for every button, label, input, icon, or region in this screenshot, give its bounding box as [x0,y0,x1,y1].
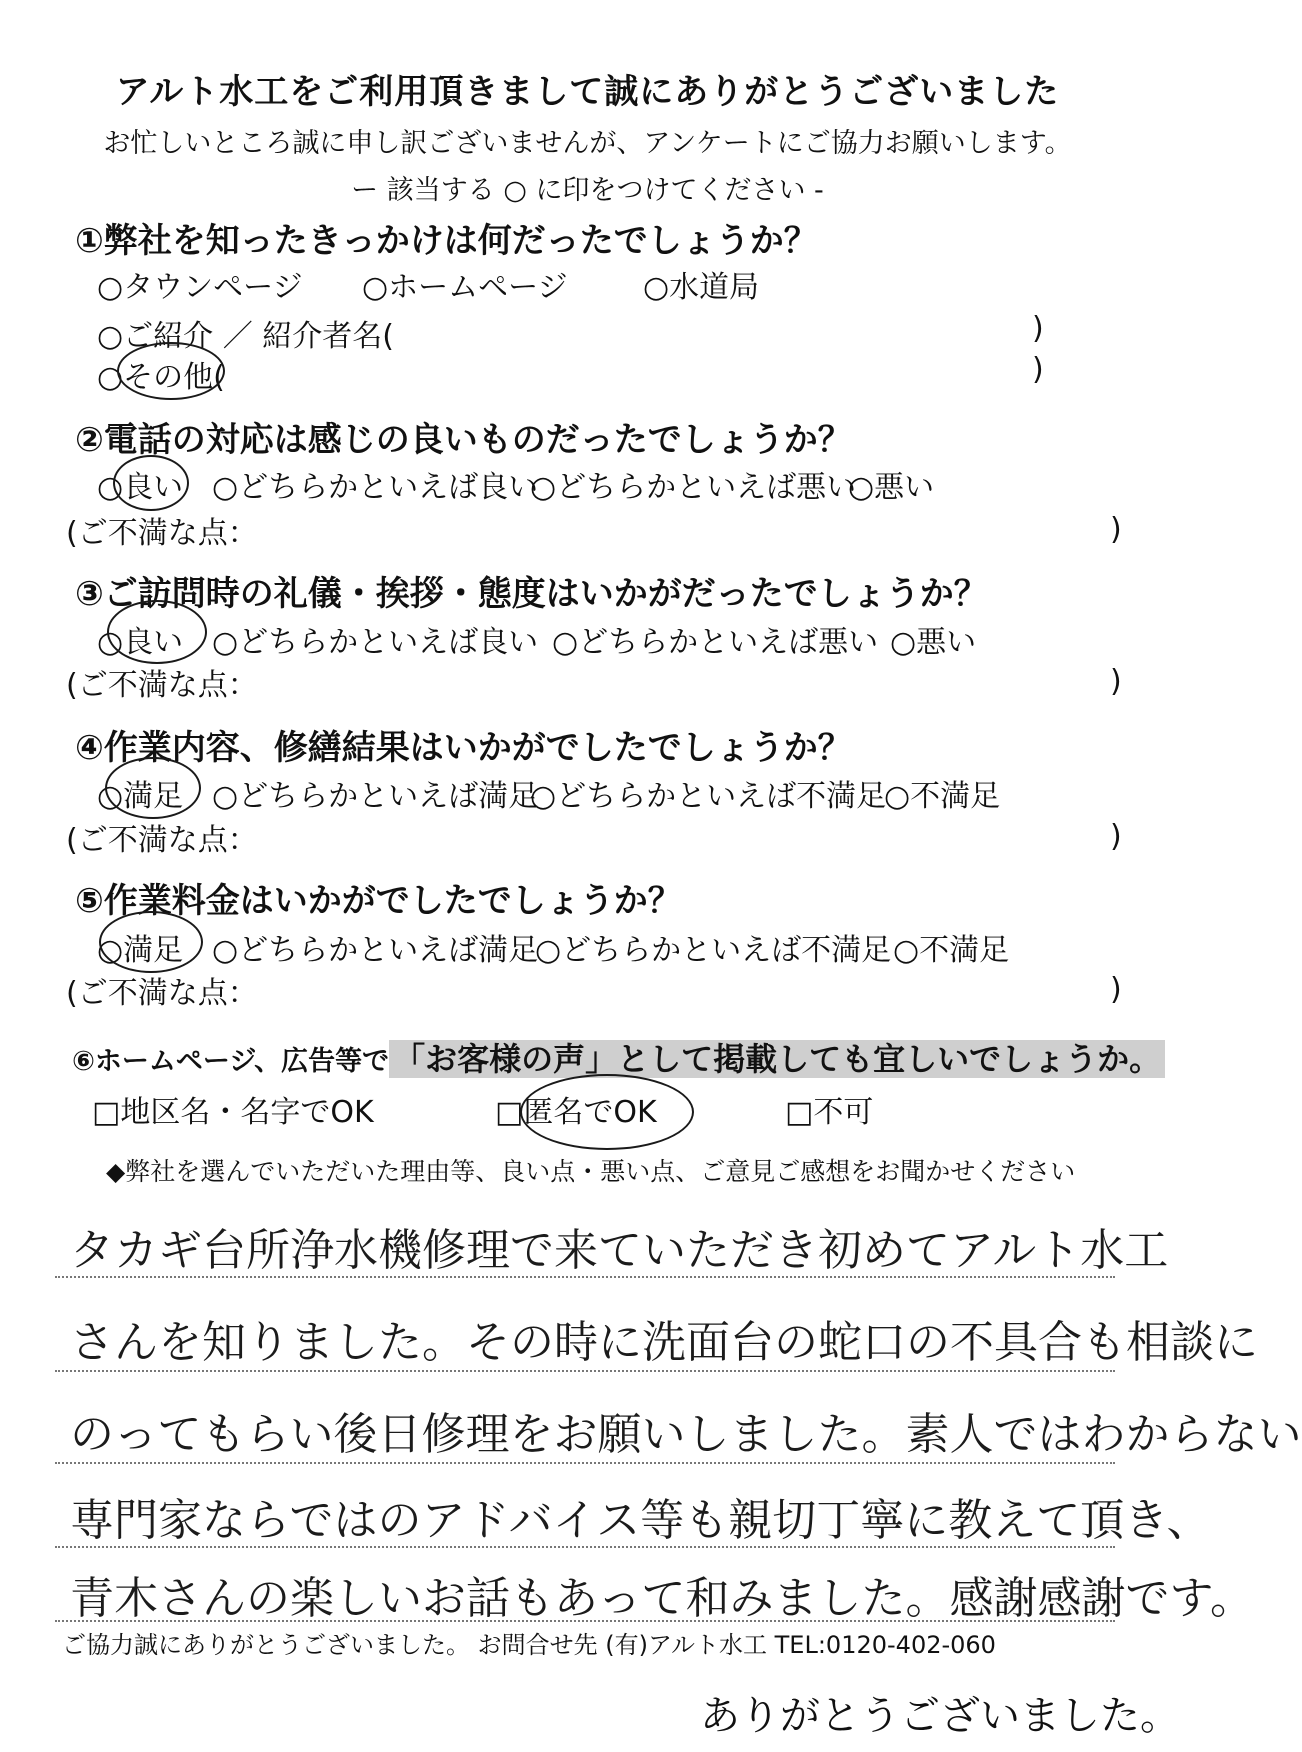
q1-referral-close: ) [1032,311,1044,346]
q4-option-rather-unsatisfied[interactable]: ○どちらかといえば不満足 [530,779,887,814]
q2-option-good[interactable]: ○良い [97,470,184,505]
q6-option-anonymous-ok[interactable]: □匿名でOK [495,1095,657,1130]
q6-question [72,1034,1165,1080]
footer-contact: ご協力誠にありがとうございました。 お問合せ先 (有)アルト水工 TEL:0120-402-060 [62,1631,996,1659]
q5-option-rather-unsatisfied[interactable]: ○どちらかといえば不満足 [535,933,892,968]
q5-option-satisfied[interactable]: ○満足 [97,933,184,968]
q2-complaint-close: ) [1110,512,1122,547]
q4-complaint-label: (ご不満な点： [66,823,258,858]
q2-complaint-label: (ご不満な点： [66,516,258,551]
survey-instruction: ー 該当する ○ に印をつけてください - [351,175,824,206]
handwritten-line: タカギ台所浄水機修理で来ていただき初めてアルト水工 [70,1225,1169,1276]
q6-option-name-ok[interactable]: □地区名・名字でOK [92,1095,374,1130]
q6-option-not-allowed[interactable]: □不可 [785,1095,874,1130]
q3-question: ③ご訪問時の礼儀・挨拶・態度はいかがだったでしょうか？ [75,574,988,614]
q1-question: ①弊社を知ったきっかけは何だったでしょうか？ [75,221,818,261]
q2-option-rather-good[interactable]: ○どちらかといえば良い [212,470,539,505]
handwritten-line: 専門家ならではのアドバイス等も親切丁寧に教えて頂き、 [70,1495,1211,1546]
q4-option-unsatisfied[interactable]: ○不満足 [884,779,1001,814]
q3-option-bad[interactable]: ○悪い [890,625,977,660]
q4-question: ④作業内容、修繕結果はいかがでしたでしょうか？ [75,728,852,768]
q6-prefix: ⑥ホームページ、広告等で [72,1046,390,1077]
handwritten-line: のってもらい後日修理をお願いしました。素人ではわからない [70,1409,1302,1460]
q5-complaint-close: ) [1110,972,1122,1007]
q3-option-good[interactable]: ○良い [97,625,184,660]
q1-option-homepage[interactable]: ○ホームページ [362,270,568,305]
comment-line [55,1462,1115,1464]
q1-option-townpage[interactable]: ○タウンページ [97,270,303,305]
q3-option-rather-good[interactable]: ○どちらかといえば良い [212,625,539,660]
q1-option-other[interactable]: ○その他( [97,360,225,395]
q5-question: ⑤作業料金はいかがでしたでしょうか？ [75,881,682,921]
survey-title: アルト水工をご利用頂きまして誠にありがとうございました [115,72,1060,112]
q3-complaint-label: (ご不満な点： [66,668,258,703]
q2-option-bad[interactable]: ○悪い [848,470,935,505]
handwritten-line: 青木さんの楽しいお話もあって和みました。感謝感謝です。 [70,1573,1255,1624]
q4-option-rather-satisfied[interactable]: ○どちらかといえば満足 [212,779,539,814]
q6-highlight: 「お客様の声」として掲載しても宜しいでしょうか。 [389,1040,1165,1078]
comment-line [55,1370,1115,1372]
comments-prompt: ◆弊社を選んでいただいた理由等、良い点・悪い点、ご意見ご感想をお聞かせください [106,1157,1076,1186]
q5-option-rather-satisfied[interactable]: ○どちらかといえば満足 [212,933,539,968]
q2-question: ②電話の対応は感じの良いものだったでしょうか？ [75,420,852,460]
q3-option-rather-bad[interactable]: ○どちらかといえば悪い [552,625,879,660]
q4-option-satisfied[interactable]: ○満足 [97,779,184,814]
survey-subtitle: お忙しいところ誠に申し訳ございませんが、アンケートにご協力お願いします。 [103,128,1072,159]
q5-complaint-label: (ご不満な点： [66,976,258,1011]
q1-other-close: ) [1032,352,1044,387]
q2-option-rather-bad[interactable]: ○どちらかといえば悪い [530,470,857,505]
q4-complaint-close: ) [1110,819,1122,854]
q5-option-unsatisfied[interactable]: ○不満足 [893,933,1010,968]
q1-option-referral[interactable]: ○ご紹介 ／ 紹介者名( [97,319,394,354]
q3-complaint-close: ) [1110,664,1122,699]
q1-option-waterworks[interactable]: ○水道局 [643,270,760,305]
handwritten-line: さんを知りました。その時に洗面台の蛇口の不具合も相談に [70,1317,1258,1368]
handwritten-closing: ありがとうございました。 [700,1693,1180,1739]
